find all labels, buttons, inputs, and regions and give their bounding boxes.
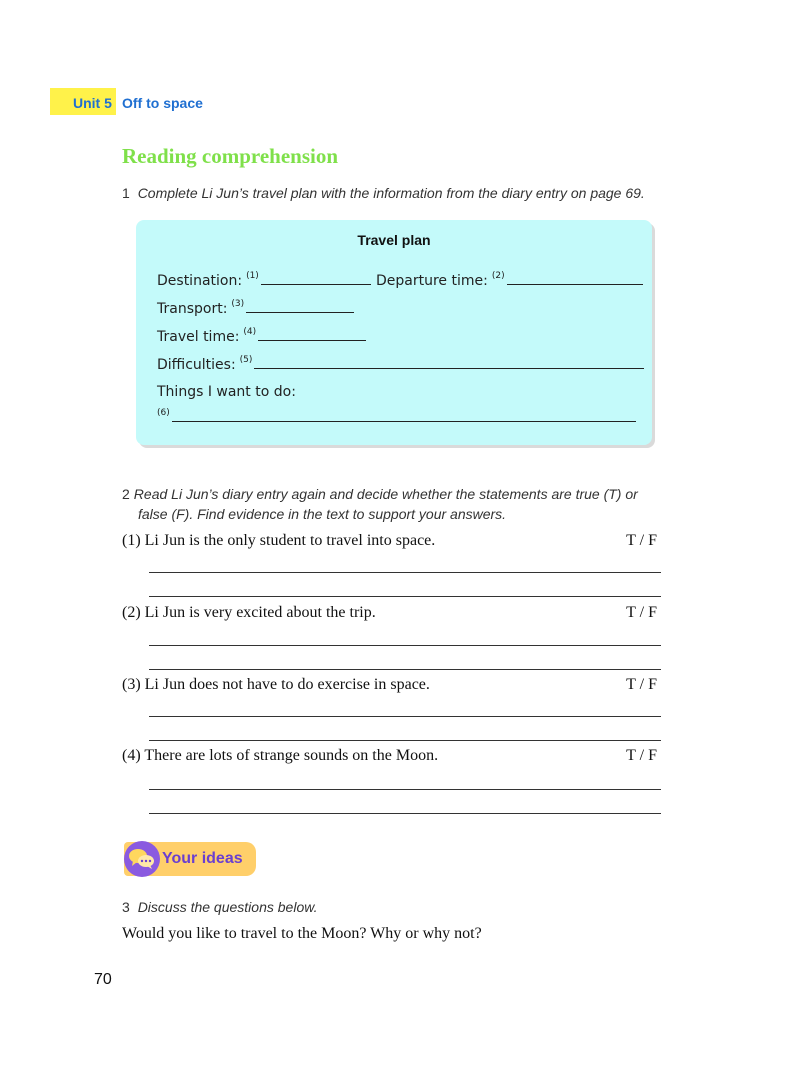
travel-time-label: Travel time: (157, 329, 240, 345)
answer-line[interactable] (149, 716, 661, 717)
statement-4 (122, 747, 662, 765)
statement-2-tf[interactable]: T / F (626, 604, 657, 621)
task1-text: Complete Li Jun’s travel plan with the information from the diary entry on page 69. (137, 185, 645, 201)
answer-line[interactable] (149, 596, 661, 597)
statement-2 (122, 604, 662, 622)
task2-instruction (122, 484, 638, 524)
statement-4-tf[interactable]: T / F (626, 747, 657, 764)
task2-number: 2 (122, 486, 130, 502)
travel-plan-heading: Travel plan (357, 232, 431, 248)
destination-blank[interactable] (261, 272, 371, 285)
statement-3-tf[interactable]: T / F (626, 676, 657, 693)
statement-4-text: (4) There are lots of strange sounds on the Moon. (122, 747, 439, 764)
destination-label: Destination: (157, 273, 243, 289)
task1-instruction (122, 183, 645, 203)
answer-line[interactable] (149, 813, 661, 814)
answer-line[interactable] (149, 740, 661, 741)
difficulties-label: Difficulties: (157, 357, 236, 373)
answer-line[interactable] (149, 645, 661, 646)
things-marker: (6) (157, 408, 170, 418)
task3-instruction (122, 897, 317, 917)
answer-line[interactable] (149, 572, 661, 573)
unit-label: Unit 5 (73, 95, 112, 111)
task2-text-line2: false (F). Find evidence in the text to support your answers. (138, 506, 507, 522)
difficulties-field (157, 355, 644, 373)
transport-marker: (3) (231, 299, 245, 309)
difficulties-marker: (5) (239, 355, 253, 365)
your-ideas-label: Your ideas (162, 850, 243, 867)
things-field (157, 408, 636, 426)
departure-label: Departure time: (376, 273, 488, 289)
task3-text: Discuss the questions below. (137, 899, 318, 915)
task1-number: 1 (122, 185, 130, 201)
answer-line[interactable] (149, 669, 661, 670)
statement-1-text: (1) Li Jun is the only student to travel into space. (122, 532, 436, 549)
destination-marker: (1) (246, 271, 259, 281)
transport-blank[interactable] (246, 300, 354, 313)
travel-time-blank[interactable] (258, 328, 366, 341)
departure-marker: (2) (491, 271, 505, 281)
things-blank[interactable] (172, 409, 636, 422)
task3-question: Would you like to travel to the Moon? Why or why not? (122, 925, 482, 942)
departure-field (376, 271, 643, 289)
travel-time-field (157, 327, 366, 345)
task2-text-line1: Read Li Jun’s diary entry again and decide whether the statements are true (T) or (133, 486, 638, 502)
transport-field (157, 299, 354, 317)
travel-time-marker: (4) (243, 327, 257, 337)
transport-label: Transport: (157, 301, 228, 317)
statement-1-tf[interactable]: T / F (626, 532, 657, 549)
things-label: Things I want to do: (157, 384, 296, 400)
statement-3 (122, 676, 662, 694)
section-title: Reading comprehension (122, 144, 339, 168)
difficulties-blank[interactable] (254, 356, 644, 369)
statement-3-text: (3) Li Jun does not have to do exercise in space. (122, 676, 430, 693)
speech-bubbles-icon (124, 841, 160, 877)
statement-1 (122, 532, 662, 550)
page-number: 70 (94, 971, 112, 988)
task3-number: 3 (122, 899, 130, 915)
unit-title: Off to space (122, 95, 203, 111)
answer-line[interactable] (149, 789, 661, 790)
destination-field (157, 271, 371, 289)
travel-plan-box (136, 220, 652, 445)
statement-2-text: (2) Li Jun is very excited about the trip. (122, 604, 376, 621)
departure-blank[interactable] (507, 272, 643, 285)
